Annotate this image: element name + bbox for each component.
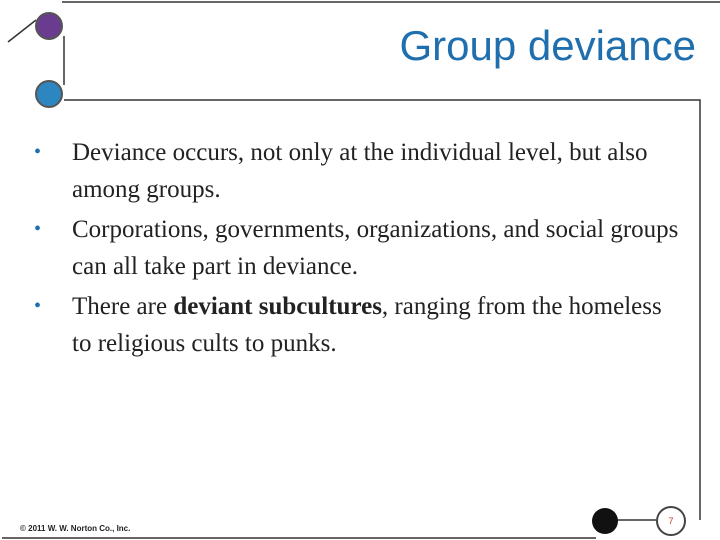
copyright-footer: © 2011 W. W. Norton Co., Inc.: [20, 524, 131, 533]
bullet-text: Corporations, governments, organizations, and social groups can all take part in deviance.: [72, 216, 679, 280]
bullet-text: , ranging from the homeless to religious cults to punks.: [72, 293, 662, 357]
black-circle-decoration: [592, 508, 618, 534]
bullet-item: [34, 288, 684, 362]
slide-title: Group deviance: [399, 22, 696, 69]
bullet-marker: •: [34, 141, 42, 163]
bullet-marker: •: [34, 295, 42, 317]
bullet-bold-text: deviant subcultures: [173, 293, 382, 320]
bullet-text: Deviance occurs, not only at the individual level, but also among groups.: [72, 139, 648, 203]
bullet-list: [34, 134, 684, 365]
blue-circle-decoration: [35, 80, 63, 108]
purple-circle-decoration: [35, 12, 63, 40]
bullet-marker: •: [34, 218, 42, 240]
bullet-item: [34, 211, 684, 285]
page-number: 7: [668, 516, 674, 526]
bullet-item: [34, 134, 684, 208]
bullet-text: There are: [72, 293, 174, 320]
frame-top-left-line: [8, 20, 36, 42]
